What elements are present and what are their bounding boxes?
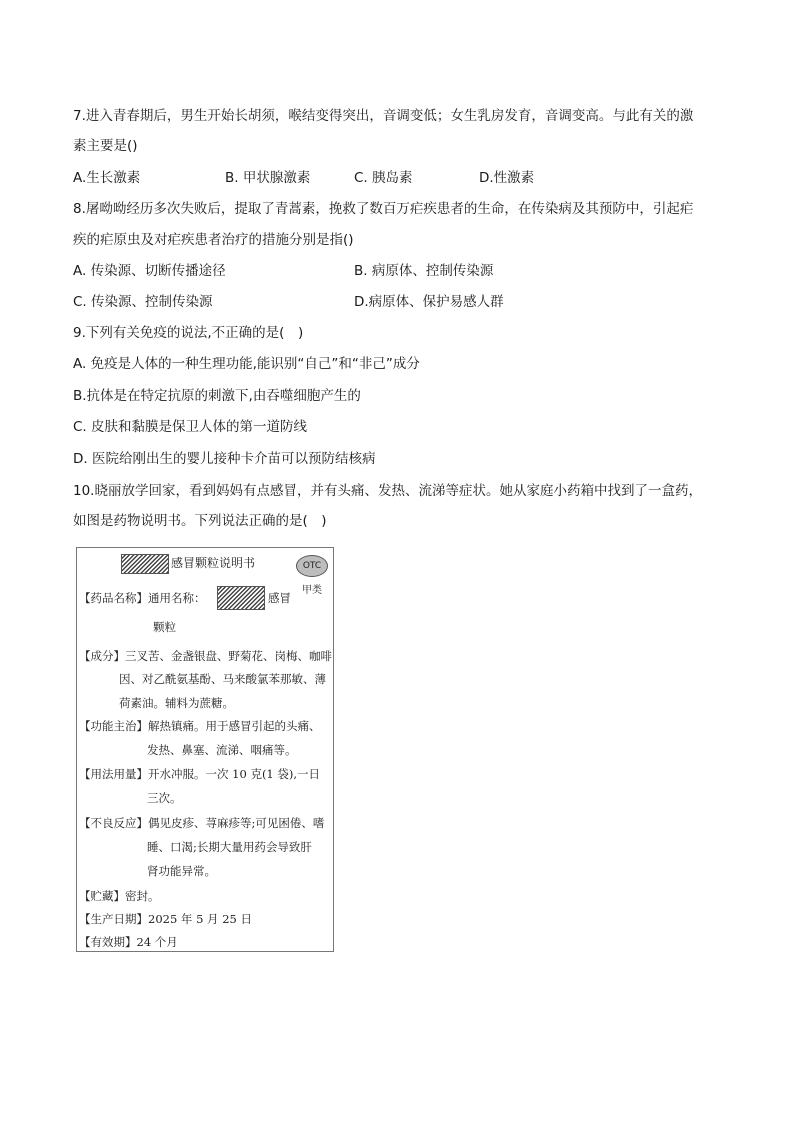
q8-stem-line1: 8.屠呦呦经历多次失败后，提取了青蒿素，挽救了数百万疟疾患者的生命，在传染病及其预防中，引起疟 [73, 201, 694, 217]
q7-option-a: A.生长激素 [73, 170, 141, 186]
q10-stem-line1: 10.晓丽放学回家，看到妈妈有点感冒，并有头痛、发热、流涕等症状。她从家庭小药箱中找到了一盒药， [73, 483, 702, 499]
q9-stem: 9.下列有关免疫的说法,不正确的是( ) [73, 325, 304, 341]
q8-option-b: B. 病原体、控制传染源 [354, 263, 494, 279]
leaflet-title: 感冒颗粒说明书 [171, 556, 256, 570]
q10-stem-line2: 如图是药物说明书。下列说法正确的是( ) [73, 513, 327, 529]
q7-stem-line2: 素主要是() [73, 138, 138, 154]
q8-option-c: C. 传染源、控制传染源 [73, 294, 213, 310]
leaflet-ingredients-line1: 【成分】三叉苦、金盏银盘、野菊花、岗梅、咖啡 [79, 649, 332, 663]
q9-option-b: B.抗体是在特定抗原的刺激下,由吞噬细胞产生的 [73, 388, 361, 404]
leaflet-drug-name-suffix: 感冒 [268, 591, 291, 605]
q7-option-b: B. 甲状腺激素 [225, 170, 311, 186]
q9-option-a: A. 免疫是人体的一种生理功能,能识别“自己”和“非己”成分 [73, 356, 420, 372]
leaflet-usage-line1: 【用法用量】开水冲服。一次 10 克(1 袋),一日 [79, 767, 321, 781]
q9-option-c: C. 皮肤和黏膜是保卫人体的第一道防线 [73, 419, 308, 435]
leaflet-ingredients-line3: 荷素油。辅料为蔗糖。 [119, 696, 234, 710]
leaflet-function-line1: 【功能主治】解热镇痛。用于感冒引起的头痛、 [79, 719, 321, 733]
leaflet-storage: 【贮藏】密封。 [79, 889, 160, 903]
q9-option-d: D. 医院给刚出生的婴儿接种卡介苗可以预防结核病 [73, 451, 376, 467]
leaflet-validity: 【有效期】24 个月 [79, 935, 178, 949]
q7-option-c: C. 胰岛素 [354, 170, 413, 186]
leaflet-production-date: 【生产日期】2025 年 5 月 25 日 [79, 912, 252, 926]
q8-stem-line2: 疾的疟原虫及对疟疾患者治疗的措施分别是指() [73, 232, 354, 248]
otc-class-label: 甲类 [302, 585, 322, 596]
leaflet-drug-name-label: 【药品名称】通用名称： [79, 591, 206, 605]
q8-option-a: A. 传染源、切断传播途径 [73, 263, 226, 279]
leaflet-adverse-line3: 肾功能异常。 [147, 864, 216, 878]
leaflet-adverse-line2: 睡、口渴;长期大量用药会导致肝 [147, 840, 312, 854]
leaflet-ingredients-line2: 因、对乙酰氨基酚、马来酸氯苯那敏、薄 [119, 672, 326, 686]
q7-option-d: D.性激素 [479, 170, 535, 186]
leaflet-drug-name-suffix2: 颗粒 [153, 620, 176, 634]
q8-option-d: D.病原体、保护易感人群 [354, 294, 504, 310]
otc-badge: OTC [296, 555, 328, 577]
redacted-drug-name-image [217, 586, 265, 610]
q7-stem-line1: 7.进入青春期后，男生开始长胡须，喉结变得突出，音调变低；女生乳房发育，音调变高。与此有关的激 [73, 108, 694, 124]
leaflet-adverse-line1: 【不良反应】偶见皮疹、荨麻疹等;可见困倦、嗜 [79, 816, 325, 830]
redacted-brand-image [121, 554, 169, 574]
leaflet-usage-line2: 三次。 [147, 791, 182, 805]
drug-leaflet-figure [76, 547, 334, 952]
leaflet-function-line2: 发热、鼻塞、流涕、咽痛等。 [147, 743, 297, 757]
